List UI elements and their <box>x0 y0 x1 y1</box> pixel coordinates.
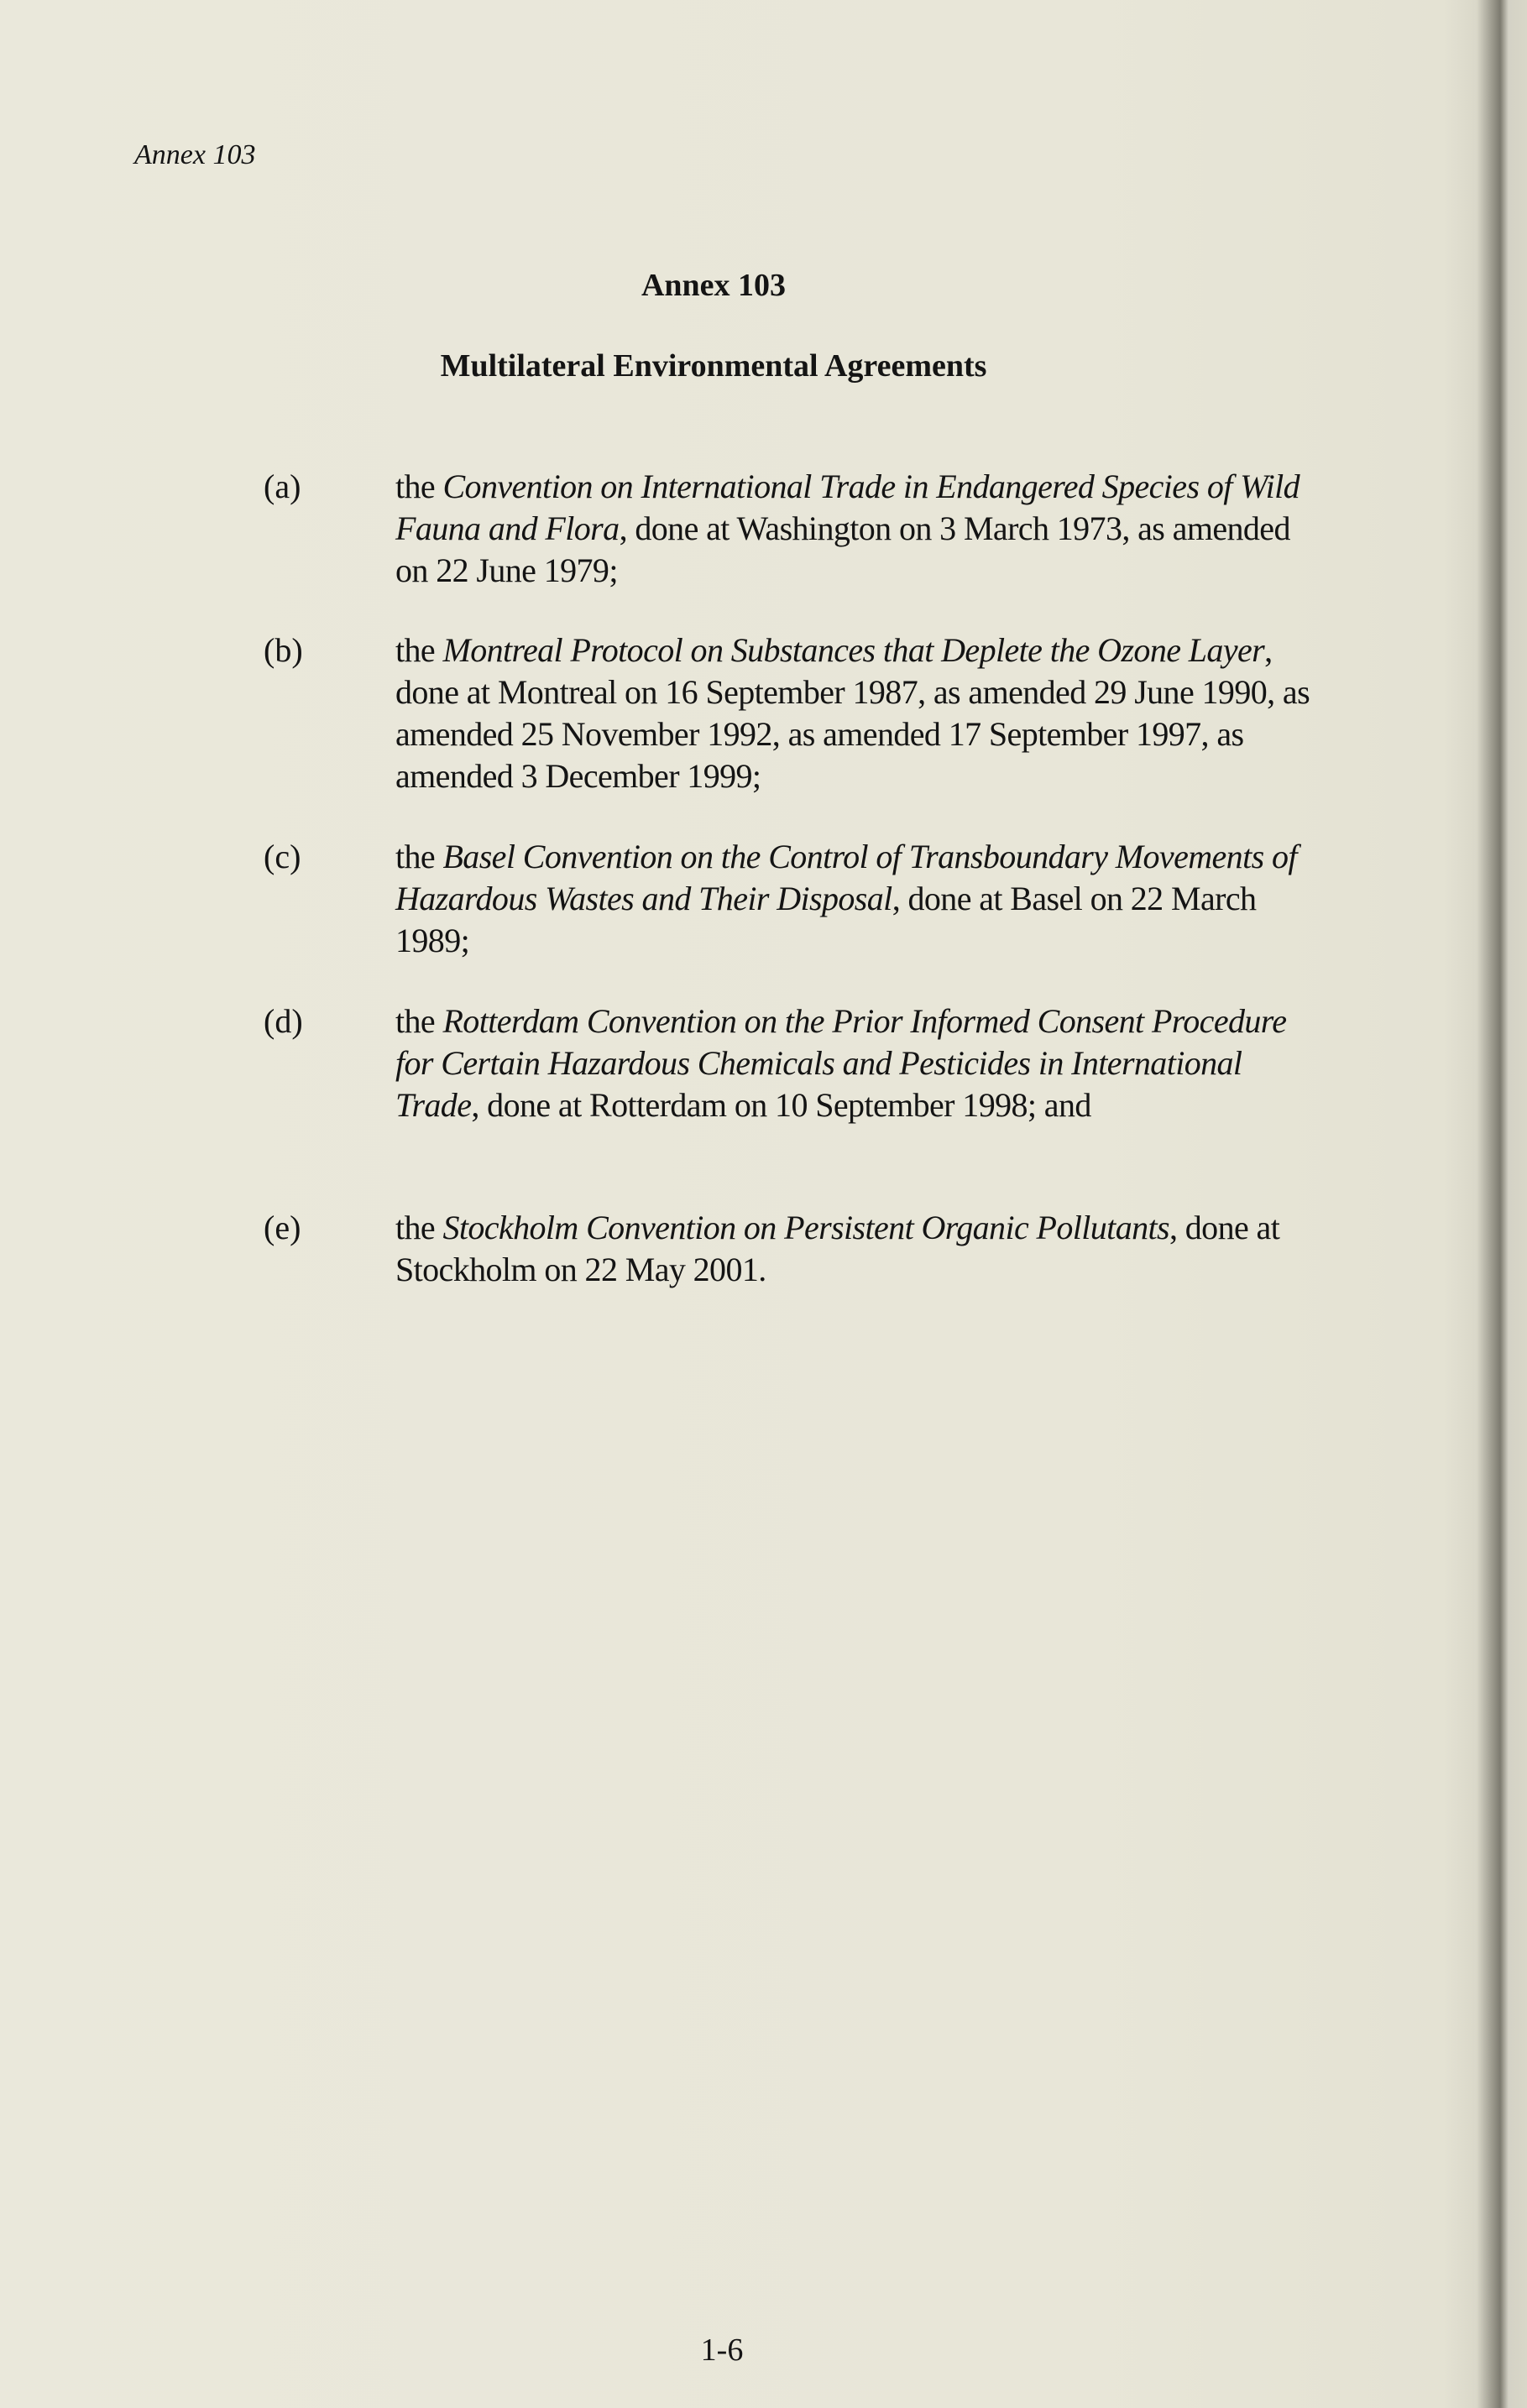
page-number: 1-6 <box>700 2332 744 2368</box>
list-item-details: , done at Stockholm on 22 May 2001. <box>395 1209 1280 1288</box>
list-item-text <box>395 1000 1327 1126</box>
list-item-marker: (d) <box>264 1002 303 1040</box>
treaty-title: Convention on International Trade in Endangered Species of Wild Fauna and Flora <box>395 467 1300 547</box>
list-item-prefix: the <box>395 1002 443 1040</box>
list-item-prefix: the <box>395 631 443 669</box>
list-item-details: , done at Washington on 3 March 1973, as amended on 22 June 1979; <box>395 509 1290 589</box>
list-item-prefix: the <box>395 467 443 505</box>
list-item-text <box>395 629 1327 797</box>
list-item-marker: (a) <box>264 467 301 505</box>
list-item-details: , done at Rotterdam on 10 September 1998; and <box>471 1086 1091 1124</box>
annex-subtitle: Multilateral Environmental Agreements <box>440 348 987 384</box>
list-item-details: , done at Montreal on 16 September 1987, as amended 29 June 1990, as amended 25 November 1992, as amended 17 September 1997, as amended 3 December 1999; <box>395 631 1310 795</box>
list-item-marker: (c) <box>264 838 301 875</box>
list-item-text <box>395 466 1327 592</box>
list-item-marker: (b) <box>264 631 303 669</box>
treaty-title: Montreal Protocol on Substances that Deplete the Ozone Layer <box>442 631 1265 669</box>
treaty-title: Rotterdam Convention on the Prior Informed Consent Procedure for Certain Hazardous Chemicals and Pesticides in International Trade <box>395 1002 1287 1124</box>
treaty-title: Stockholm Convention on Persistent Organic Pollutants <box>442 1209 1169 1246</box>
annex-title: Annex 103 <box>641 268 787 303</box>
running-header: Annex 103 <box>134 139 256 170</box>
treaty-title: Basel Convention on the Control of Transboundary Movements of Hazardous Wastes and Their Disposal <box>395 838 1297 917</box>
list-item-marker: (e) <box>264 1209 301 1246</box>
list-item-details: , done at Basel on 22 March 1989; <box>395 880 1257 959</box>
list-item-text <box>395 836 1327 962</box>
list-item-prefix: the <box>395 838 443 875</box>
list-item-text <box>395 1207 1327 1291</box>
list-item-prefix: the <box>395 1209 443 1246</box>
page-binding-shadow <box>1443 0 1527 2408</box>
